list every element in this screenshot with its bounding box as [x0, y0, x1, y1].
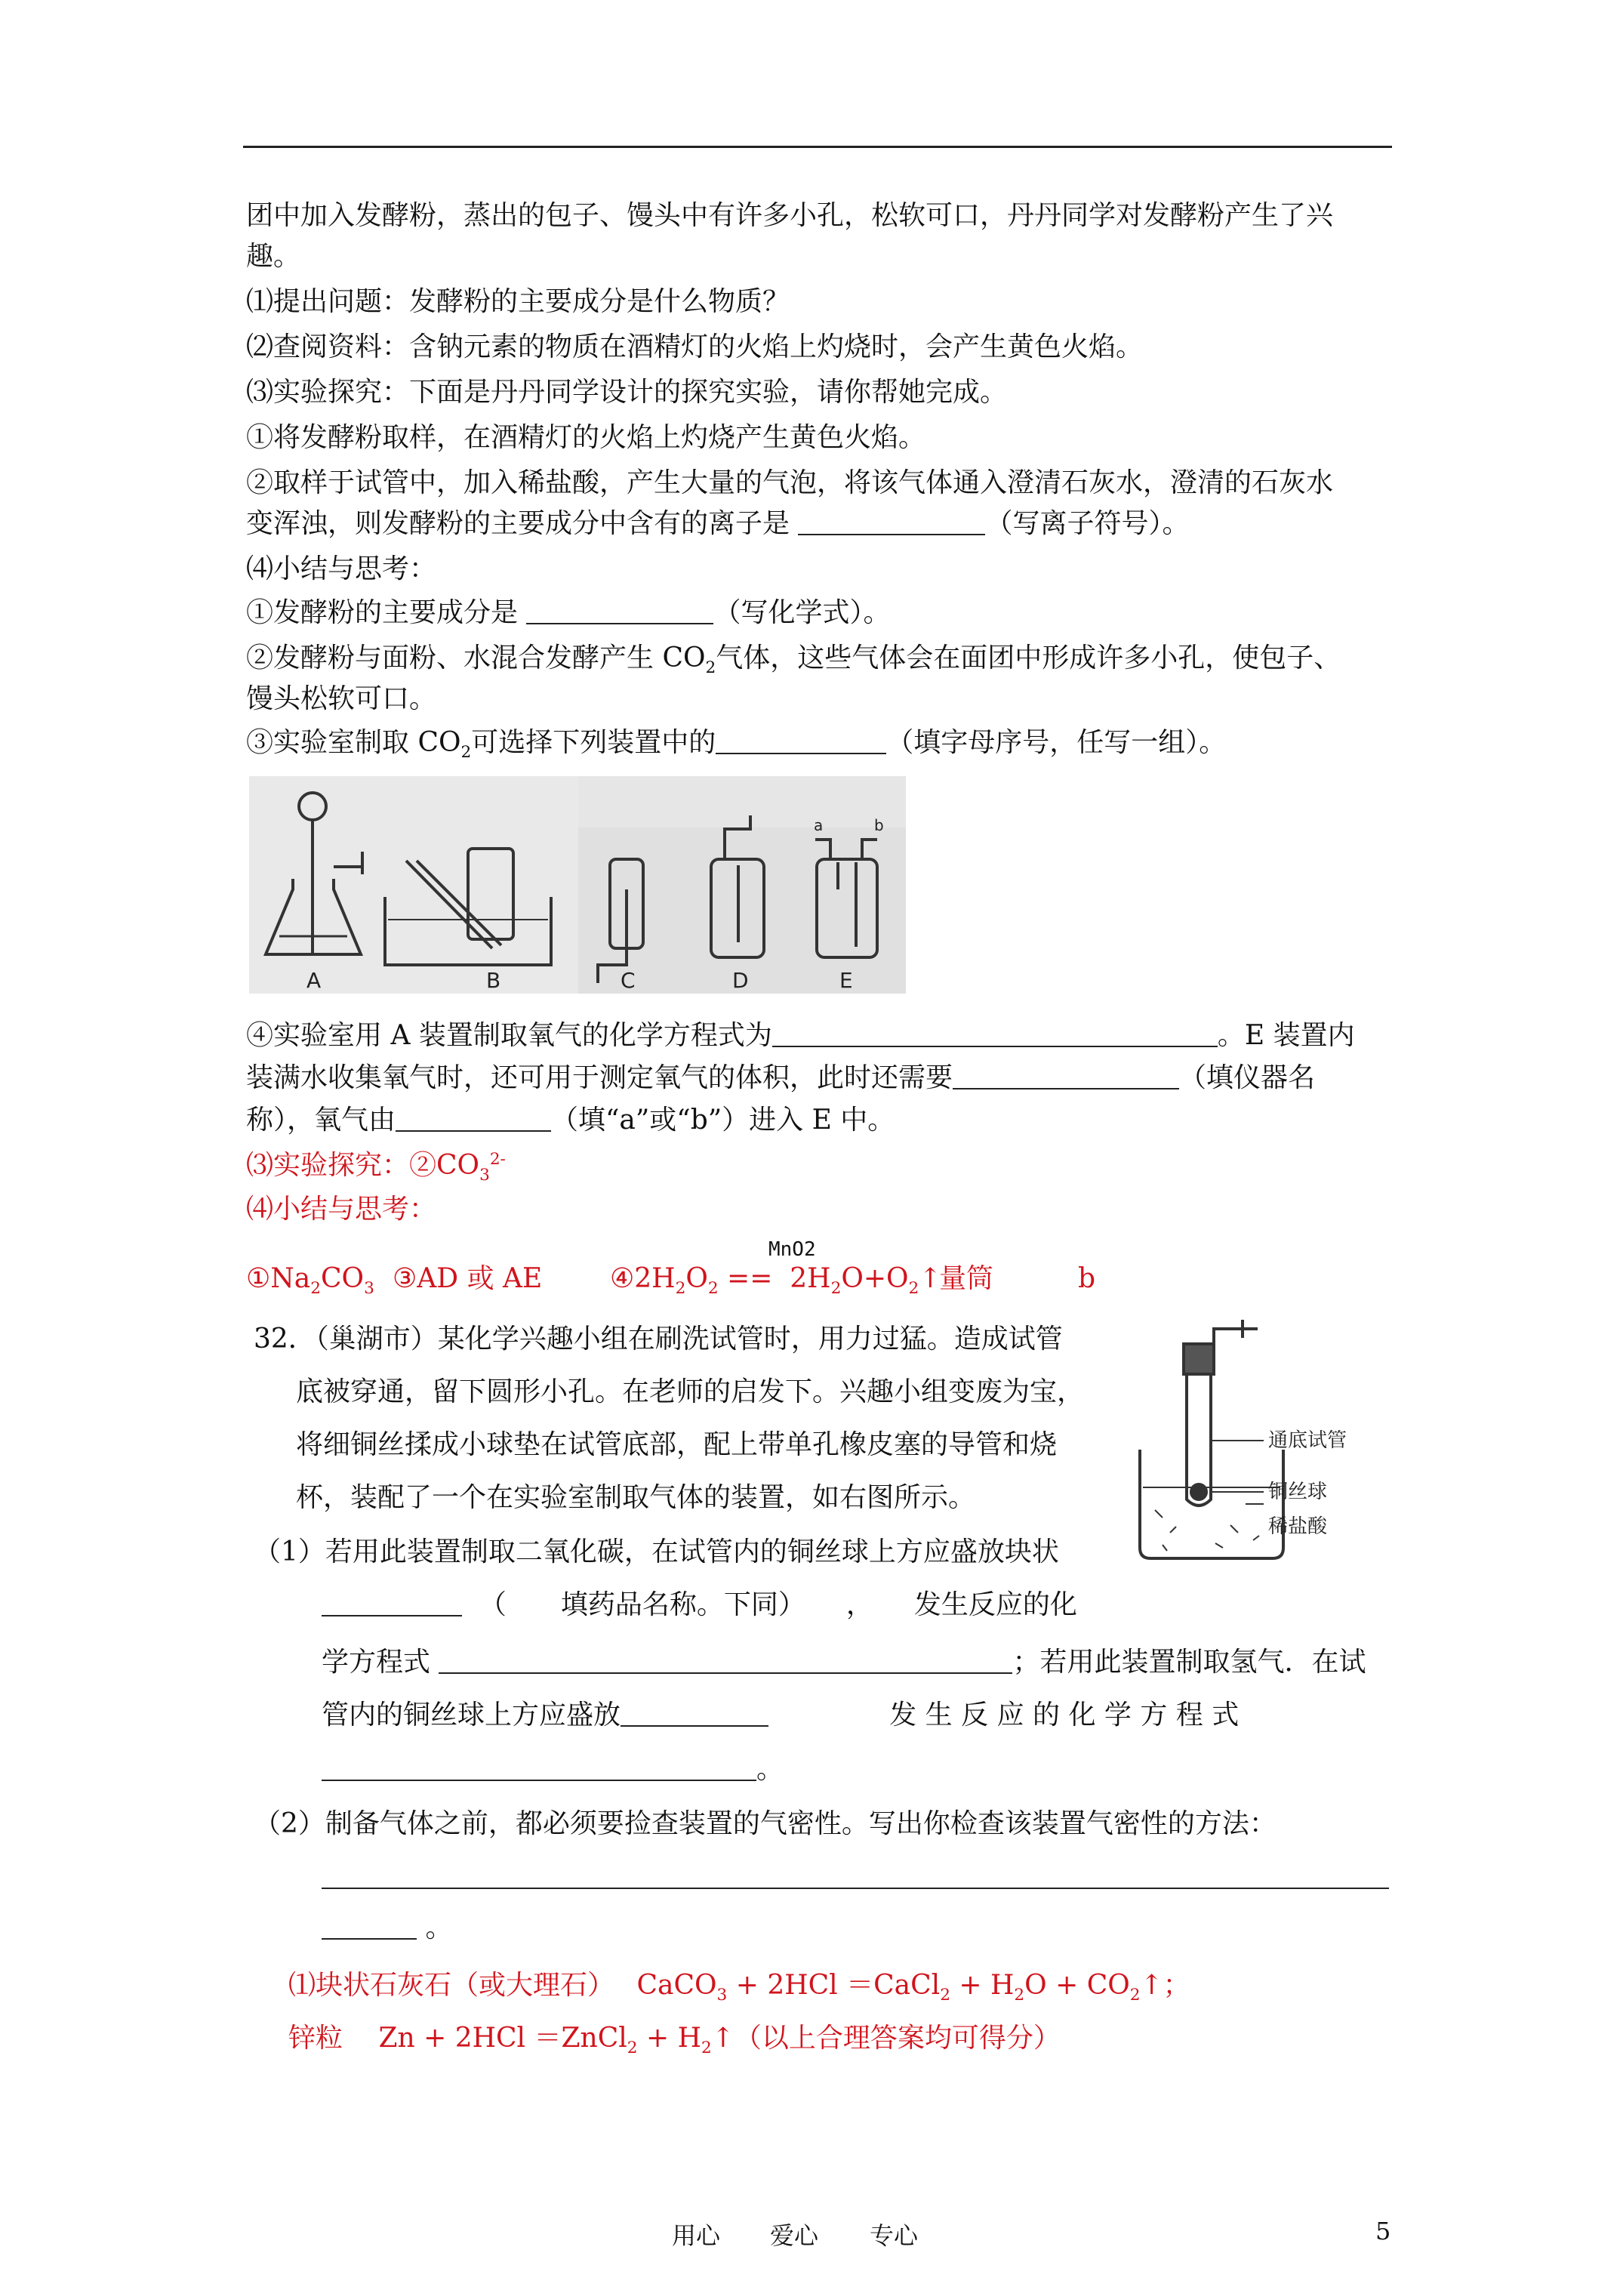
question-32-part-1-cont: （ 填药品名称。下同） ， 发生反应的化 — [322, 1589, 1077, 1621]
question-4-item-4-cont: 装满水收集氧气时，还可用于测定氧气的体积，此时还需要 （填仪器名 — [246, 1062, 1316, 1093]
footer-text: 爱心 — [770, 2221, 819, 2250]
question-32-part-1-cont: 学方程式 ；若用此装置制取氢气．在试 — [322, 1647, 1366, 1678]
question-32-part-2: （2）制备气体之前，都必须要捡查装置的气密性。写出你检查该装置气密性的方法： — [254, 1808, 1277, 1839]
answer-blank[interactable] — [953, 1062, 1179, 1089]
answer-line: 锌粒 Zn + 2HCl ＝ZnCl$_2$ + $H_2↑$（以上合理答案均可得分） — [288, 2023, 1061, 2058]
tube-figure — [1125, 1314, 1400, 1564]
figure-label: 稀盐酸 — [1268, 1515, 1328, 1538]
header-rule — [243, 146, 1392, 148]
figure-label: B — [486, 968, 501, 993]
question-4-item-1: ①发酵粉的主要成分是 （写化学式）。 — [246, 597, 891, 628]
answer-line: ⑶实验探究：$②CO_3^{2-}$ — [246, 1150, 506, 1185]
question-1: ⑴提出问题：发酵粉的主要成分是什么物质？ — [246, 286, 790, 317]
question-3-step-2: ②取样于试管中，加入稀盐酸，产生大量的气泡，将该气体通入澄清石灰水，澄清的石灰水 — [246, 467, 1334, 498]
figure-label: b — [874, 816, 884, 834]
question-3-step-2-cont: 变浑浊，则发酵粉的主要成分中含有的离子是 （写离子符号）。 — [246, 508, 1190, 539]
answer-blank[interactable] — [396, 1105, 551, 1132]
tube-drawing — [1125, 1314, 1400, 1564]
paragraph-line: 团中加入发酵粉，蒸出的包子、馒头中有许多小孔，松软可口，丹丹同学对发酵粉产生了兴 — [246, 200, 1334, 231]
answer-blank[interactable] — [322, 1862, 1389, 1889]
answer-blank[interactable] — [772, 1020, 1218, 1047]
answer-blank[interactable] — [439, 1647, 1012, 1674]
answer-line: 量筒 — [939, 1263, 994, 1294]
question-4-item-2-cont: 馒头松软可口。 — [246, 683, 437, 714]
answer-line: ③AD 或 AE — [393, 1263, 543, 1294]
figure-label: E — [839, 968, 853, 993]
answer-blank[interactable] — [798, 508, 985, 535]
question-32-line: 将细铜丝揉成小球垫在试管底部，配上带单孔橡皮塞的导管和烧 — [296, 1429, 1058, 1460]
page-number: 5 — [1375, 2217, 1391, 2245]
answer-blank[interactable] — [322, 1912, 417, 1940]
figure-label: 铜丝球 — [1268, 1481, 1328, 1503]
footer-text: 用心 — [672, 2221, 721, 2250]
question-4-item-3: ③实验室制取 $CO_2$可选择下列装置中的 （填字母序号，任写一组）。 — [246, 727, 1227, 763]
question-32-part-2-cont: 。 — [322, 1912, 452, 1944]
question-32-part-1-cont: 管内的铜丝球上方应盛放 发 生 反 应 的 化 学 方 程 式 — [322, 1700, 1240, 1730]
figure-label: a — [814, 816, 824, 834]
question-32-part-1: （1）若用此装置制取二氧化碳，在试管内的铜丝球上方应盛放块状 — [254, 1536, 1059, 1567]
answer-equation: $④2H_2O_2$ == $2H_2O+O_2↑$ — [610, 1263, 942, 1299]
question-32-line: 32．（巢湖市）某化学兴趣小组在刷洗试管时，用力过猛。造成试管 — [254, 1324, 1063, 1354]
answer-line: ⑴块状石灰石（或大理石） CaCO$_3$ + 2HCl ＝CaCl$_2$ + $H_2O$ + $CO_2↑$； — [288, 1970, 1190, 2005]
answer-blank[interactable] — [621, 1700, 768, 1727]
question-4-item-2: ②发酵粉与面粉、水混合发酵产生 $CO_2$气体，这些气体会在面团中形成许多小孔，使包子、 — [246, 643, 1341, 678]
question-32-line: 底被穿通，留下圆形小孔。在老师的启发下。兴趣小组变废为宝， — [296, 1376, 1085, 1407]
answer-blank[interactable] — [322, 1754, 756, 1781]
figure-label: C — [621, 968, 636, 993]
footer-text: 专心 — [870, 2221, 919, 2250]
answer-blank[interactable] — [716, 727, 886, 754]
figure-label: D — [732, 968, 749, 993]
apparatus-figure — [249, 776, 906, 994]
question-4: ⑷小结与思考： — [246, 553, 437, 584]
figure-label: A — [306, 968, 322, 993]
question-3-step-1: ①将发酵粉取样，在酒精灯的火焰上灼烧产生黄色火焰。 — [246, 422, 926, 453]
answer-blank[interactable] — [322, 1589, 462, 1616]
answer-line: b — [1078, 1263, 1096, 1294]
answer-line: $①Na_2CO_3$ — [246, 1263, 374, 1299]
question-4-item-4-cont: 称），氧气由 （填“a”或“b”）进入 E 中。 — [246, 1105, 895, 1136]
catalyst-label: MnO2 — [768, 1238, 816, 1261]
question-32-line: 杯，装配了一个在实验室制取气体的装置，如右图所示。 — [296, 1482, 976, 1513]
paragraph-line: 趣。 — [246, 241, 301, 272]
question-32-part-1-cont: 。 — [322, 1753, 784, 1786]
question-2: ⑵查阅资料：含钠元素的物质在酒精灯的火焰上灼烧时，会产生黄色火焰。 — [246, 331, 1144, 362]
answer-blank[interactable] — [526, 597, 713, 624]
apparatus-drawing — [249, 776, 906, 994]
question-3: ⑶实验探究：下面是丹丹同学设计的探究实验，请你帮她完成。 — [246, 377, 1008, 408]
question-4-item-4: ④实验室用 A 装置制取氧气的化学方程式为 。E 装置内 — [246, 1020, 1355, 1051]
answer-line: ⑷小结与思考： — [246, 1194, 437, 1225]
figure-label: 通底试管 — [1268, 1429, 1347, 1452]
